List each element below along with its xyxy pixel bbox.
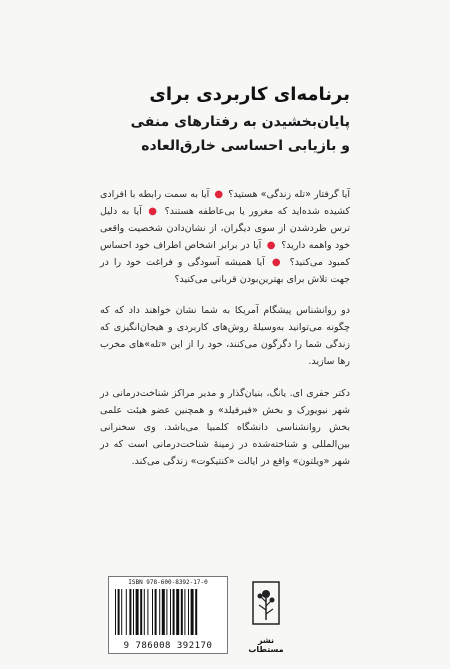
red-bullet-icon: ● (146, 206, 159, 217)
subtitle-line-2: و بازیابی احساسی خارق‌العاده (141, 138, 350, 154)
red-bullet-icon: ● (266, 240, 276, 251)
description-paragraph: دو روانشناس پیشگام آمریکا به شما نشان خواهند داد که که چگونه می‌توانید به‌وسیلهٔ روش‌های کاربردی و هیجان‌انگیزی که زندگی شما را دگرگون می‌کنند، خود را از این «تله»های مخرب رها سازید. (100, 305, 350, 367)
question-text: آیا به دلیل ترس طردشدن از سوی دیگران، از نشان‌دادن شخصیت واقعی خود واهمه دارید؟ (100, 206, 350, 251)
question-text: آیا گرفتار «تله زندگی» هستید؟ (225, 189, 350, 200)
book-subtitle (50, 110, 350, 158)
red-bullet-icon: ● (214, 189, 224, 200)
isbn-label: ISBN 978-600-8392-17-0 (128, 579, 208, 586)
questions-paragraph (100, 186, 350, 288)
author-bio-paragraph: دکتر جفری ای. یانگ، بنیان‌گذار و مدیر مراکز شناخت‌درمانی در شهر نیویورک و بخش «فیرفیلد» و همچنین عضو هیئت علمی بخش روانشناسی دانشگاه کلمبیا می‌باشد. وی سخنرانی بین‌المللی و شناخته‌شده در زمینهٔ شناخت‌درمانی است که در شهر «ویلتون» واقع در ایالت «کنتیکوت» زندگی می‌کند. (100, 388, 350, 467)
barcode (108, 576, 228, 654)
red-bullet-icon: ● (269, 257, 283, 268)
question-text: آیا در برابر اشخاص اطراف خود احساس کمبود می‌کنید؟ (100, 240, 350, 268)
publisher-name: نشر مستطاب (248, 636, 284, 654)
question-text: آیا همیشه آسودگی و فراغت خود را در جهت تلاش برای بهترین‌بودن قربانی می‌کنید؟ (100, 257, 350, 285)
question-text: آیا به سمت رابطه با افرادی کشیده شده‌اید که مغرور یا بی‌عاطفه هستند؟ (100, 189, 350, 217)
book-tree-icon (251, 580, 281, 630)
subtitle-line-1: پایان‌بخشیدن به رفتارهای منفی (130, 114, 350, 130)
isbn-digits: 9 786008 392170 (123, 641, 213, 651)
publisher-logo (248, 580, 284, 654)
book-title-line: برنامه‌ای کاربردی برای (149, 84, 350, 105)
barcode-bars (115, 589, 221, 635)
